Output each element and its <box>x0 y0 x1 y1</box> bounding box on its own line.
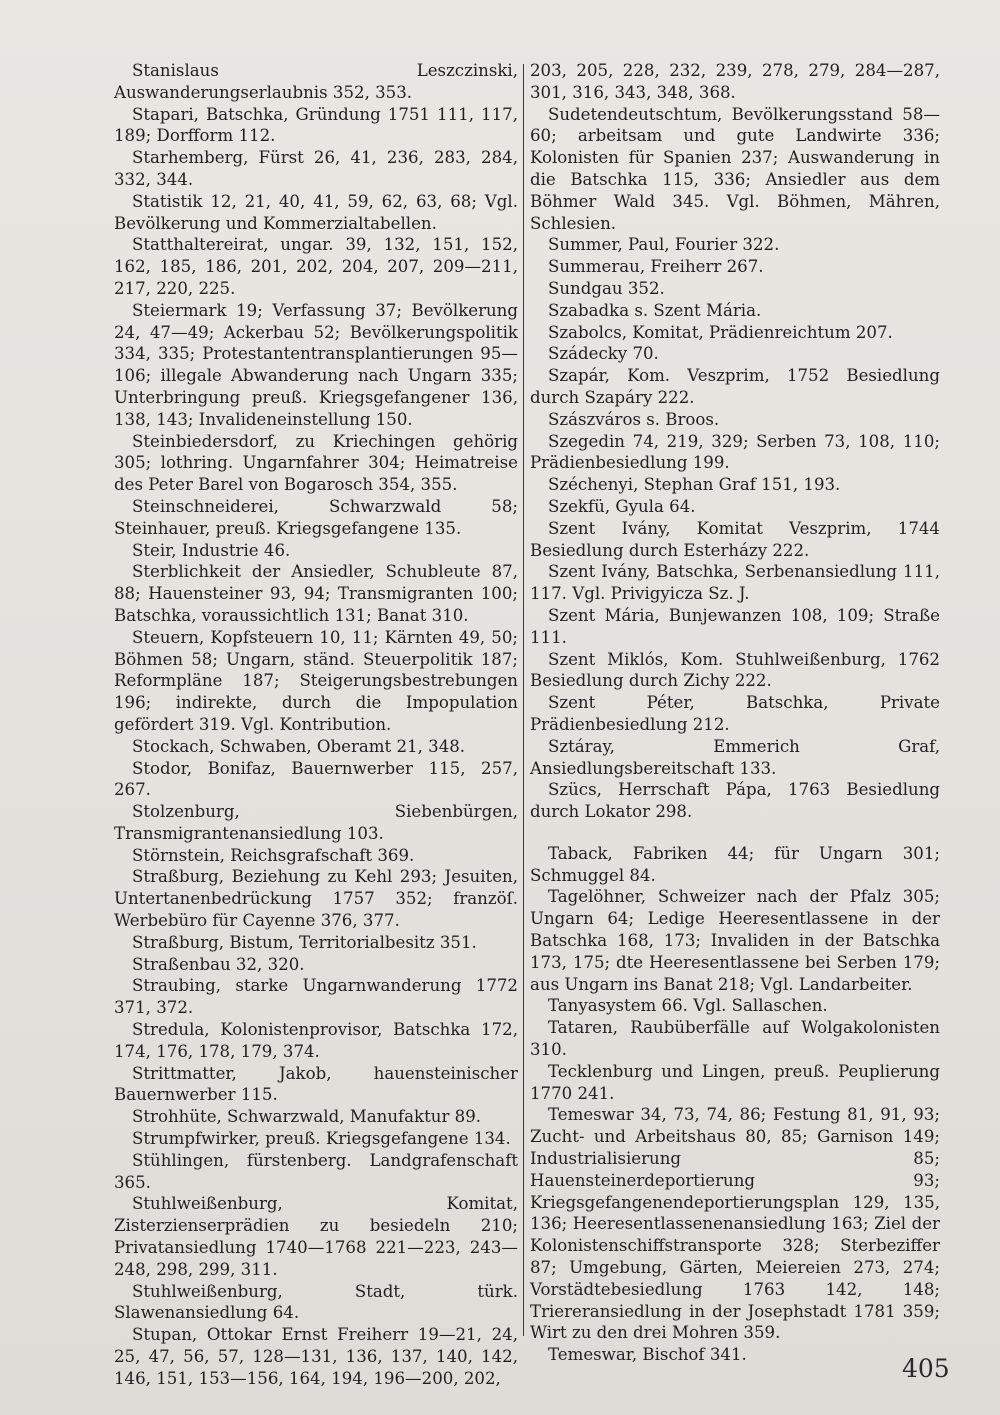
index-entry: Stühlingen, fürstenberg. Landgrafenschaft 365. <box>114 1150 518 1192</box>
index-entry: Szent Miklós, Kom. Stuhlweißenburg, 1762 Besiedlung durch Zichy 222. <box>530 649 940 691</box>
page-number: 405 <box>902 1354 950 1383</box>
index-entry: Stredula, Kolonistenprovisor, Batschka 172, 174, 176, 178, 179, 374. <box>114 1020 518 1061</box>
index-entry: Steuern, Kopfsteuern 10, 11; Kärnten 49, 50; Böhmen 58; Ungarn, ständ. Steuerpolitik 187; Reformpläne 187; Steigerungsbestrebungen 196; indirekte, durch die Impopulation gefördert 319. Vgl. Kontribution. <box>114 627 518 734</box>
index-entry: Sztáray, Emmerich Graf, Ansiedlungsbereitschaft 133. <box>530 736 940 778</box>
right-column <box>530 60 940 1366</box>
index-entry: Statthaltereirat, ungar. 39, 132, 151, 152, 162, 185, 186, 201, 202, 204, 207, 209—211, 217, 220, 225. <box>114 235 518 298</box>
index-entry: Szegedin 74, 219, 329; Serben 73, 108, 110; Prädienbesiedlung 199. <box>530 431 940 473</box>
index-entry: Szücs, Herrschaft Pápa, 1763 Besiedlung durch Lokator 298. <box>530 780 940 822</box>
index-entry: Stockach, Schwaben, Oberamt 21, 348. <box>132 736 466 756</box>
index-entry: Stupan, Ottokar Ernst Freiherr 19—21, 24, 25, 47, 56, 57, 128—131, 136, 137, 140, 142, 146, 151, 153—156, 164, 194, 196—200, 202, <box>114 1325 518 1388</box>
index-entry: Starhemberg, Fürst 26, 41, 236, 283, 284, 332, 344. <box>114 148 518 189</box>
index-entry: Stuhlweißenburg, Stadt, türk. Slawenansiedlung 64. <box>114 1281 518 1323</box>
index-entry: Straßburg, Beziehung zu Kehl 293; Jesuiten, Untertanenbedrückung 1757 352; franzöſ. Werbebüro für Cayenne 376, 377. <box>114 867 518 931</box>
column-divider <box>523 64 524 1336</box>
index-entry: Sudetendeutschtum, Bevölkerungsstand 58—60; arbeitsam und gute Landwirte 336; Kolonisten für Spanien 237; Auswanderung in die Batschka 115, 336; Ansiedler aus dem Böhmer Wald 345. Vgl. Böhmen, Mähren, Schlesien. <box>530 104 940 233</box>
index-entry: Taback, Fabriken 44; für Ungarn 301; Schmuggel 84. <box>530 843 940 885</box>
index-entry: Steinbiedersdorf, zu Kriechingen gehörig 305; lothring. Ungarnfahrer 304; Heimatreise des Peter Barel von Bogarosch 354, 355. <box>114 431 518 495</box>
index-entry: Straßburg, Bistum, Territorialbesitz 351. <box>132 932 477 952</box>
left-column <box>114 60 518 1390</box>
index-entry: Stolzenburg, Siebenbürgen, Transmigrantenansiedlung 103. <box>114 802 518 843</box>
index-entry: Szabolcs, Komitat, Prädienreichtum 207. <box>548 322 893 342</box>
index-entry: Strohhüte, Schwarzwald, Manufaktur 89. <box>132 1107 482 1127</box>
index-entry: Steir, Industrie 46. <box>132 540 291 560</box>
index-entry: Temeswar 34, 73, 74, 86; Festung 81, 91, 93; Zucht- und Arbeitshaus 80, 85; Garnison 149; Industrialisierung 85; Hauensteinerdeportierung 93; Kriegsgefangenendeportierungsplan 129, 135, 136; Heeresentlassenenansiedlung 163; Ziel der Kolonistenschiffstransporte 328; Sterbeziffer 87; Umgebung, Gärten, Meiereien 273, 274; Vorstädtebesiedlung 1763 142, 148; Triereransiedlung in der Josephstadt 1781 359; Wirt zu den drei Mohren 359. <box>530 1105 940 1343</box>
index-entry: Stodor, Bonifaz, Bauernwerber 115, 257, 267. <box>114 758 518 800</box>
index-entry: Sterblichkeit der Ansiedler, Schubleute 87, 88; Hauensteiner 93, 94; Transmigranten 100; Batschka, voraussichtlich 131; Banat 310. <box>114 562 518 625</box>
index-entry: Sundgau 352. <box>548 278 665 298</box>
index-entry: Statistik 12, 21, 40, 41, 59, 62, 63, 68; Vgl. Bevölkerung und Kommerzialtabellen. <box>114 191 518 233</box>
index-entry: Szent Mária, Bunjewanzen 108, 109; Straße 111. <box>530 605 940 647</box>
index-entry: Széchenyi, Stephan Graf 151, 193. <box>548 475 841 495</box>
index-entry: Straßenbau 32, 320. <box>132 954 305 974</box>
index-entry-continuation: 203, 205, 228, 232, 239, 278, 279, 284—287, 301, 316, 343, 348, 368. <box>530 61 940 102</box>
index-entry: Szent Ivány, Batschka, Serbenansiedlung 111, 117. Vgl. Privigyicza Sz. J. <box>530 562 940 604</box>
index-entry: Steiermark 19; Verfassung 37; Bevölkerung 24, 47—49; Ackerbau 52; Bevölkerungspolitik 334, 335; Protestantentransplantierungen 95—106; illegale Abwanderung nach Ungarn 335; Unterbringung preuß. Kriegsgefangener 136, 138, 143; Invalideneinstellung 150. <box>114 300 518 429</box>
index-entry: Strumpfwirker, preuß. Kriegsgefangene 134. <box>132 1129 511 1149</box>
index-entry: Störnstein, Reichsgrafschaft 369. <box>132 845 415 865</box>
index-entry: Steinschneiderei, Schwarzwald 58; Steinhauer, preuß. Kriegsgefangene 135. <box>114 496 518 538</box>
index-entry: Szekfü, Gyula 64. <box>548 496 696 516</box>
index-entry: Tanyasystem 66. Vgl. Sallaschen. <box>548 996 828 1016</box>
index-entry: Straubing, starke Ungarnwanderung 1772 371, 372. <box>114 976 518 1018</box>
index-entry: Szent Péter, Batschka, Private Prädienbesiedlung 212. <box>530 693 940 734</box>
index-entry: Tagelöhner, Schweizer nach der Pfalz 305; Ungarn 64; Ledige Heeresentlassene in der Batschka 168, 173; Invaliden in der Batschka 173, 175; dte Heeresentlassene bei Serben 179; aus Ungarn ins Banat 218; Vgl. Landarbeiter. <box>530 887 940 994</box>
index-entry: Szabadka s. Szent Mária. <box>548 300 762 320</box>
index-entry: Summerau, Freiherr 267. <box>548 257 764 277</box>
index-entry: Stuhlweißenburg, Komitat, Zisterzienserprädien zu besiedeln 210; Privatansiedlung 1740—1768 221—223, 243—248, 298, 299, 311. <box>114 1194 518 1279</box>
index-entry: Stanislaus Leszczinski, Auswanderungserlaubnis 352, 353. <box>114 61 518 102</box>
index-entry: Szádecky 70. <box>548 344 659 364</box>
index-entry: Strittmatter, Jakob, hauensteinischer Bauernwerber 115. <box>114 1063 518 1105</box>
index-entry: Summer, Paul, Fourier 322. <box>548 235 780 255</box>
index-entry: Tecklenburg und Lingen, preuß. Peuplierung 1770 241. <box>530 1061 940 1103</box>
index-entry: Stapari, Batschka, Gründung 1751 111, 117, 189; Dorfform 112. <box>114 104 518 146</box>
index-entry: Szászváros s. Broos. <box>548 409 720 429</box>
index-entry: Temeswar, Bischof 341. <box>548 1345 747 1365</box>
index-entry: Szapár, Kom. Veszprim, 1752 Besiedlung durch Szapáry 222. <box>530 366 940 407</box>
index-entry: Tataren, Raubüberfälle auf Wolgakolonisten 310. <box>530 1018 940 1060</box>
index-entry: Szent Ivány, Komitat Veszprim, 1744 Besiedlung durch Esterházy 222. <box>530 518 940 560</box>
